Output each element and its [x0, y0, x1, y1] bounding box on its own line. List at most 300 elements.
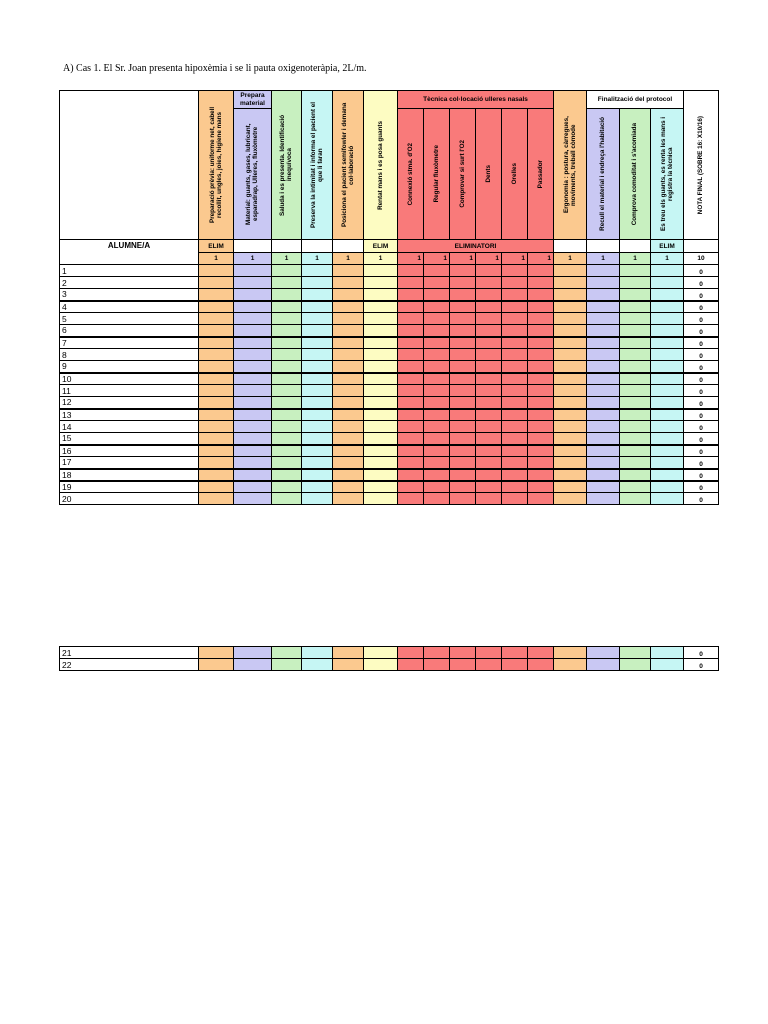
score-cell[interactable]: [302, 409, 333, 421]
score-cell[interactable]: [333, 445, 364, 457]
score-cell[interactable]: [587, 289, 620, 301]
score-cell[interactable]: [302, 659, 333, 671]
score-cell[interactable]: [528, 445, 554, 457]
score-cell[interactable]: [424, 433, 450, 445]
score-cell[interactable]: [528, 301, 554, 313]
score-cell[interactable]: [234, 647, 272, 659]
score-cell[interactable]: [302, 647, 333, 659]
score-cell[interactable]: [364, 289, 398, 301]
score-cell[interactable]: [502, 385, 528, 397]
score-cell[interactable]: [272, 659, 302, 671]
score-cell[interactable]: [554, 659, 587, 671]
score-cell[interactable]: [502, 659, 528, 671]
score-cell[interactable]: [450, 481, 476, 493]
score-cell[interactable]: [272, 647, 302, 659]
score-cell[interactable]: [272, 433, 302, 445]
score-cell[interactable]: [364, 659, 398, 671]
score-cell[interactable]: [502, 647, 528, 659]
score-cell[interactable]: [364, 647, 398, 659]
score-cell[interactable]: [302, 289, 333, 301]
score-cell[interactable]: [554, 289, 587, 301]
score-cell[interactable]: [364, 301, 398, 313]
score-cell[interactable]: [364, 325, 398, 337]
score-cell[interactable]: [199, 289, 234, 301]
score-cell[interactable]: [424, 301, 450, 313]
score-cell[interactable]: [302, 349, 333, 361]
score-cell[interactable]: [587, 457, 620, 469]
score-cell[interactable]: [502, 277, 528, 289]
score-cell[interactable]: [528, 325, 554, 337]
score-cell[interactable]: [450, 349, 476, 361]
score-cell[interactable]: [398, 385, 424, 397]
score-cell[interactable]: [554, 277, 587, 289]
score-cell[interactable]: [199, 647, 234, 659]
score-cell[interactable]: [398, 265, 424, 277]
score-cell[interactable]: [476, 361, 502, 373]
score-cell[interactable]: [620, 647, 651, 659]
score-cell[interactable]: [528, 337, 554, 349]
score-cell[interactable]: [234, 301, 272, 313]
score-cell[interactable]: [528, 493, 554, 505]
score-cell[interactable]: [528, 277, 554, 289]
score-cell[interactable]: [528, 433, 554, 445]
score-cell[interactable]: [333, 457, 364, 469]
score-cell[interactable]: [272, 409, 302, 421]
score-cell[interactable]: [554, 493, 587, 505]
score-cell[interactable]: [620, 397, 651, 409]
score-cell[interactable]: [234, 433, 272, 445]
score-cell[interactable]: [302, 265, 333, 277]
score-cell[interactable]: [620, 421, 651, 433]
score-cell[interactable]: [272, 457, 302, 469]
score-cell[interactable]: [364, 469, 398, 481]
score-cell[interactable]: [199, 313, 234, 325]
score-cell[interactable]: [333, 277, 364, 289]
score-cell[interactable]: [302, 385, 333, 397]
score-cell[interactable]: [450, 469, 476, 481]
score-cell[interactable]: [364, 493, 398, 505]
score-cell[interactable]: [620, 301, 651, 313]
score-cell[interactable]: [424, 349, 450, 361]
score-cell[interactable]: [651, 349, 684, 361]
score-cell[interactable]: [302, 493, 333, 505]
score-cell[interactable]: [587, 647, 620, 659]
score-cell[interactable]: [502, 445, 528, 457]
score-cell[interactable]: [554, 421, 587, 433]
score-cell[interactable]: [302, 301, 333, 313]
score-cell[interactable]: [272, 277, 302, 289]
score-cell[interactable]: [620, 433, 651, 445]
score-cell[interactable]: [333, 469, 364, 481]
score-cell[interactable]: [620, 445, 651, 457]
score-cell[interactable]: [502, 289, 528, 301]
score-cell[interactable]: [476, 385, 502, 397]
score-cell[interactable]: [364, 481, 398, 493]
score-cell[interactable]: [199, 373, 234, 385]
score-cell[interactable]: [528, 481, 554, 493]
score-cell[interactable]: [476, 433, 502, 445]
score-cell[interactable]: [502, 265, 528, 277]
score-cell[interactable]: [587, 349, 620, 361]
score-cell[interactable]: [302, 361, 333, 373]
score-cell[interactable]: [333, 289, 364, 301]
score-cell[interactable]: [476, 265, 502, 277]
score-cell[interactable]: [502, 349, 528, 361]
score-cell[interactable]: [199, 325, 234, 337]
score-cell[interactable]: [234, 493, 272, 505]
score-cell[interactable]: [651, 325, 684, 337]
score-cell[interactable]: [528, 421, 554, 433]
score-cell[interactable]: [398, 397, 424, 409]
score-cell[interactable]: [587, 385, 620, 397]
score-cell[interactable]: [476, 469, 502, 481]
score-cell[interactable]: [651, 433, 684, 445]
score-cell[interactable]: [333, 325, 364, 337]
score-cell[interactable]: [199, 469, 234, 481]
score-cell[interactable]: [502, 481, 528, 493]
score-cell[interactable]: [333, 421, 364, 433]
score-cell[interactable]: [398, 361, 424, 373]
score-cell[interactable]: [424, 421, 450, 433]
score-cell[interactable]: [554, 457, 587, 469]
score-cell[interactable]: [398, 659, 424, 671]
score-cell[interactable]: [502, 397, 528, 409]
score-cell[interactable]: [450, 647, 476, 659]
score-cell[interactable]: [528, 397, 554, 409]
score-cell[interactable]: [333, 481, 364, 493]
score-cell[interactable]: [272, 481, 302, 493]
score-cell[interactable]: [272, 469, 302, 481]
score-cell[interactable]: [272, 361, 302, 373]
score-cell[interactable]: [528, 385, 554, 397]
score-cell[interactable]: [234, 421, 272, 433]
score-cell[interactable]: [234, 373, 272, 385]
score-cell[interactable]: [398, 349, 424, 361]
score-cell[interactable]: [450, 313, 476, 325]
score-cell[interactable]: [476, 289, 502, 301]
score-cell[interactable]: [476, 409, 502, 421]
score-cell[interactable]: [398, 481, 424, 493]
score-cell[interactable]: [333, 397, 364, 409]
score-cell[interactable]: [333, 301, 364, 313]
score-cell[interactable]: [476, 325, 502, 337]
score-cell[interactable]: [424, 337, 450, 349]
score-cell[interactable]: [398, 301, 424, 313]
score-cell[interactable]: [450, 493, 476, 505]
score-cell[interactable]: [502, 493, 528, 505]
score-cell[interactable]: [234, 313, 272, 325]
score-cell[interactable]: [651, 385, 684, 397]
score-cell[interactable]: [620, 337, 651, 349]
score-cell[interactable]: [272, 421, 302, 433]
score-cell[interactable]: [398, 337, 424, 349]
score-cell[interactable]: [651, 373, 684, 385]
score-cell[interactable]: [476, 457, 502, 469]
score-cell[interactable]: [450, 385, 476, 397]
score-cell[interactable]: [424, 313, 450, 325]
score-cell[interactable]: [302, 421, 333, 433]
score-cell[interactable]: [234, 469, 272, 481]
score-cell[interactable]: [651, 409, 684, 421]
score-cell[interactable]: [587, 445, 620, 457]
score-cell[interactable]: [450, 361, 476, 373]
score-cell[interactable]: [234, 397, 272, 409]
score-cell[interactable]: [476, 397, 502, 409]
score-cell[interactable]: [476, 337, 502, 349]
score-cell[interactable]: [620, 313, 651, 325]
score-cell[interactable]: [554, 265, 587, 277]
score-cell[interactable]: [333, 313, 364, 325]
score-cell[interactable]: [502, 373, 528, 385]
score-cell[interactable]: [234, 289, 272, 301]
score-cell[interactable]: [272, 301, 302, 313]
score-cell[interactable]: [199, 457, 234, 469]
score-cell[interactable]: [333, 433, 364, 445]
score-cell[interactable]: [620, 659, 651, 671]
score-cell[interactable]: [398, 277, 424, 289]
score-cell[interactable]: [554, 373, 587, 385]
score-cell[interactable]: [364, 277, 398, 289]
score-cell[interactable]: [424, 445, 450, 457]
score-cell[interactable]: [528, 289, 554, 301]
score-cell[interactable]: [554, 301, 587, 313]
score-cell[interactable]: [620, 385, 651, 397]
score-cell[interactable]: [364, 361, 398, 373]
score-cell[interactable]: [333, 373, 364, 385]
score-cell[interactable]: [199, 493, 234, 505]
score-cell[interactable]: [651, 277, 684, 289]
score-cell[interactable]: [554, 469, 587, 481]
score-cell[interactable]: [199, 361, 234, 373]
score-cell[interactable]: [502, 421, 528, 433]
score-cell[interactable]: [364, 265, 398, 277]
score-cell[interactable]: [587, 337, 620, 349]
score-cell[interactable]: [272, 445, 302, 457]
score-cell[interactable]: [554, 385, 587, 397]
score-cell[interactable]: [364, 457, 398, 469]
score-cell[interactable]: [398, 493, 424, 505]
score-cell[interactable]: [398, 421, 424, 433]
score-cell[interactable]: [424, 277, 450, 289]
score-cell[interactable]: [272, 373, 302, 385]
score-cell[interactable]: [333, 409, 364, 421]
score-cell[interactable]: [364, 373, 398, 385]
score-cell[interactable]: [199, 337, 234, 349]
score-cell[interactable]: [554, 313, 587, 325]
score-cell[interactable]: [502, 337, 528, 349]
score-cell[interactable]: [199, 481, 234, 493]
score-cell[interactable]: [234, 445, 272, 457]
score-cell[interactable]: [651, 659, 684, 671]
score-cell[interactable]: [424, 481, 450, 493]
score-cell[interactable]: [424, 457, 450, 469]
score-cell[interactable]: [364, 409, 398, 421]
score-cell[interactable]: [234, 277, 272, 289]
score-cell[interactable]: [333, 349, 364, 361]
score-cell[interactable]: [234, 361, 272, 373]
score-cell[interactable]: [554, 361, 587, 373]
score-cell[interactable]: [199, 277, 234, 289]
score-cell[interactable]: [333, 647, 364, 659]
score-cell[interactable]: [450, 421, 476, 433]
score-cell[interactable]: [333, 361, 364, 373]
score-cell[interactable]: [364, 397, 398, 409]
score-cell[interactable]: [424, 397, 450, 409]
score-cell[interactable]: [620, 457, 651, 469]
score-cell[interactable]: [502, 325, 528, 337]
score-cell[interactable]: [450, 337, 476, 349]
score-cell[interactable]: [502, 433, 528, 445]
score-cell[interactable]: [272, 397, 302, 409]
score-cell[interactable]: [272, 337, 302, 349]
score-cell[interactable]: [554, 349, 587, 361]
score-cell[interactable]: [398, 325, 424, 337]
score-cell[interactable]: [476, 349, 502, 361]
score-cell[interactable]: [587, 397, 620, 409]
score-cell[interactable]: [528, 457, 554, 469]
score-cell[interactable]: [424, 409, 450, 421]
score-cell[interactable]: [528, 361, 554, 373]
score-cell[interactable]: [450, 445, 476, 457]
score-cell[interactable]: [620, 289, 651, 301]
score-cell[interactable]: [620, 409, 651, 421]
score-cell[interactable]: [620, 493, 651, 505]
score-cell[interactable]: [528, 469, 554, 481]
score-cell[interactable]: [651, 493, 684, 505]
score-cell[interactable]: [302, 469, 333, 481]
score-cell[interactable]: [476, 301, 502, 313]
score-cell[interactable]: [651, 481, 684, 493]
score-cell[interactable]: [587, 361, 620, 373]
score-cell[interactable]: [424, 469, 450, 481]
score-cell[interactable]: [651, 421, 684, 433]
score-cell[interactable]: [199, 301, 234, 313]
score-cell[interactable]: [476, 421, 502, 433]
score-cell[interactable]: [398, 289, 424, 301]
score-cell[interactable]: [620, 265, 651, 277]
score-cell[interactable]: [272, 349, 302, 361]
score-cell[interactable]: [234, 337, 272, 349]
score-cell[interactable]: [333, 337, 364, 349]
score-cell[interactable]: [234, 659, 272, 671]
score-cell[interactable]: [302, 457, 333, 469]
score-cell[interactable]: [424, 647, 450, 659]
score-cell[interactable]: [302, 373, 333, 385]
score-cell[interactable]: [234, 457, 272, 469]
score-cell[interactable]: [651, 289, 684, 301]
score-cell[interactable]: [234, 481, 272, 493]
score-cell[interactable]: [651, 301, 684, 313]
score-cell[interactable]: [528, 647, 554, 659]
score-cell[interactable]: [651, 337, 684, 349]
score-cell[interactable]: [398, 433, 424, 445]
score-cell[interactable]: [199, 421, 234, 433]
score-cell[interactable]: [620, 361, 651, 373]
score-cell[interactable]: [333, 385, 364, 397]
score-cell[interactable]: [620, 325, 651, 337]
score-cell[interactable]: [364, 337, 398, 349]
score-cell[interactable]: [587, 421, 620, 433]
score-cell[interactable]: [528, 659, 554, 671]
score-cell[interactable]: [424, 265, 450, 277]
score-cell[interactable]: [587, 277, 620, 289]
score-cell[interactable]: [502, 313, 528, 325]
score-cell[interactable]: [450, 373, 476, 385]
score-cell[interactable]: [302, 325, 333, 337]
score-cell[interactable]: [302, 433, 333, 445]
score-cell[interactable]: [651, 361, 684, 373]
score-cell[interactable]: [302, 277, 333, 289]
score-cell[interactable]: [424, 289, 450, 301]
score-cell[interactable]: [450, 659, 476, 671]
score-cell[interactable]: [234, 349, 272, 361]
score-cell[interactable]: [554, 433, 587, 445]
score-cell[interactable]: [199, 349, 234, 361]
score-cell[interactable]: [450, 457, 476, 469]
score-cell[interactable]: [554, 647, 587, 659]
score-cell[interactable]: [554, 337, 587, 349]
score-cell[interactable]: [476, 647, 502, 659]
score-cell[interactable]: [450, 433, 476, 445]
score-cell[interactable]: [450, 325, 476, 337]
score-cell[interactable]: [199, 659, 234, 671]
score-cell[interactable]: [424, 493, 450, 505]
score-cell[interactable]: [199, 409, 234, 421]
score-cell[interactable]: [333, 493, 364, 505]
score-cell[interactable]: [528, 349, 554, 361]
score-cell[interactable]: [476, 659, 502, 671]
score-cell[interactable]: [476, 481, 502, 493]
score-cell[interactable]: [620, 277, 651, 289]
score-cell[interactable]: [272, 493, 302, 505]
score-cell[interactable]: [199, 385, 234, 397]
score-cell[interactable]: [272, 313, 302, 325]
score-cell[interactable]: [364, 313, 398, 325]
score-cell[interactable]: [364, 421, 398, 433]
score-cell[interactable]: [620, 349, 651, 361]
score-cell[interactable]: [502, 301, 528, 313]
score-cell[interactable]: [450, 289, 476, 301]
score-cell[interactable]: [476, 277, 502, 289]
score-cell[interactable]: [398, 469, 424, 481]
score-cell[interactable]: [587, 373, 620, 385]
score-cell[interactable]: [528, 409, 554, 421]
score-cell[interactable]: [476, 313, 502, 325]
score-cell[interactable]: [234, 409, 272, 421]
score-cell[interactable]: [651, 313, 684, 325]
score-cell[interactable]: [587, 301, 620, 313]
score-cell[interactable]: [587, 493, 620, 505]
score-cell[interactable]: [587, 265, 620, 277]
score-cell[interactable]: [234, 385, 272, 397]
score-cell[interactable]: [476, 445, 502, 457]
score-cell[interactable]: [502, 469, 528, 481]
score-cell[interactable]: [234, 325, 272, 337]
score-cell[interactable]: [302, 313, 333, 325]
score-cell[interactable]: [450, 265, 476, 277]
score-cell[interactable]: [651, 445, 684, 457]
score-cell[interactable]: [651, 457, 684, 469]
score-cell[interactable]: [424, 361, 450, 373]
score-cell[interactable]: [554, 481, 587, 493]
score-cell[interactable]: [587, 469, 620, 481]
score-cell[interactable]: [302, 397, 333, 409]
score-cell[interactable]: [302, 445, 333, 457]
score-cell[interactable]: [587, 659, 620, 671]
score-cell[interactable]: [398, 373, 424, 385]
score-cell[interactable]: [272, 385, 302, 397]
score-cell[interactable]: [651, 397, 684, 409]
